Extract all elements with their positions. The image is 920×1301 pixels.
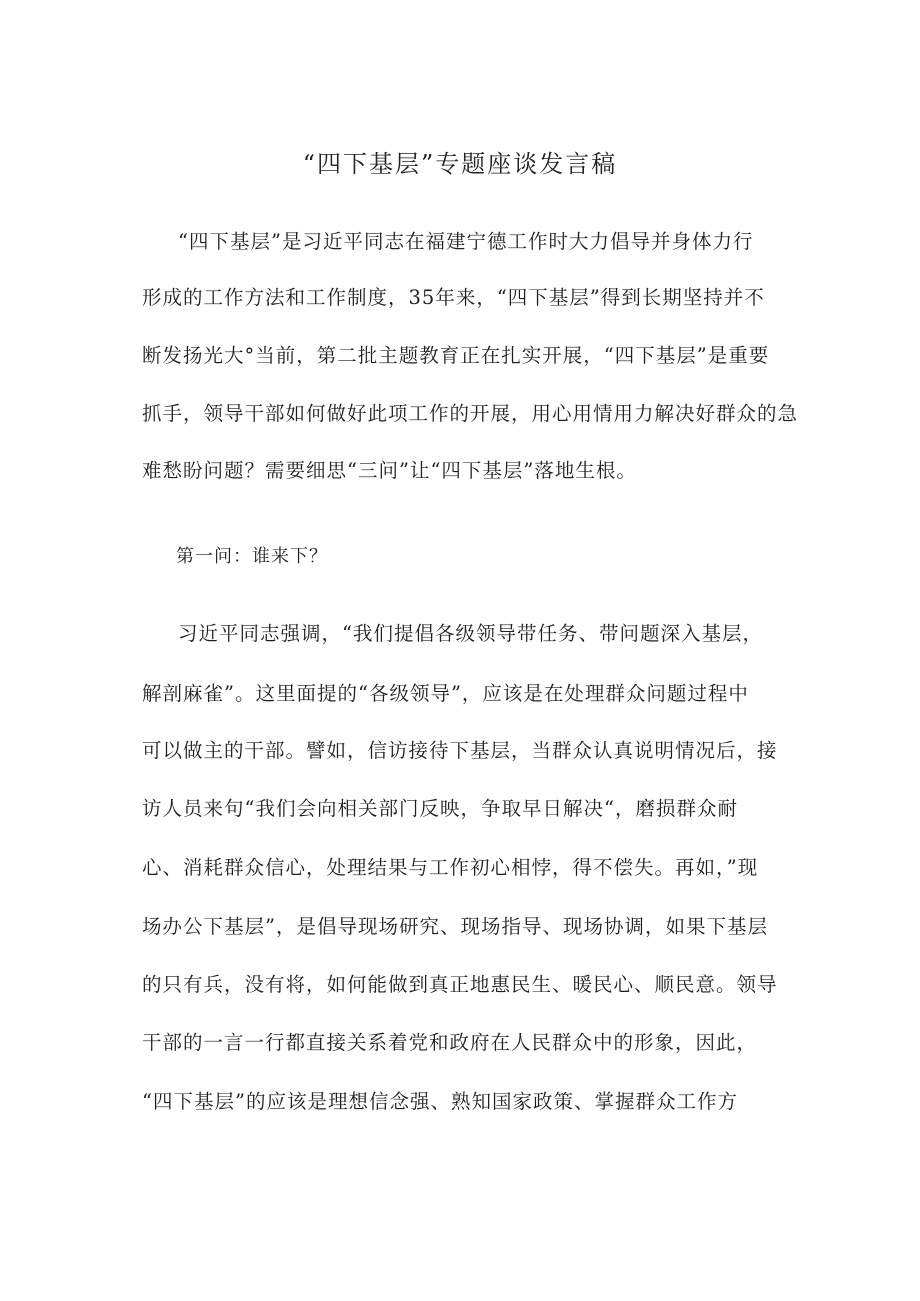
- document-title: “四下基层”专题座谈发言稿: [302, 150, 618, 178]
- body-line: 的只有兵，没有将，如何能做到真正地惠民生、暖民心、顺民意。领导: [142, 973, 778, 996]
- section-heading: 第一问：谁来下？: [176, 546, 328, 567]
- body-line: 心、消耗群众信心，处理结果与工作初心相悖，得不偿失。再如，”现: [142, 856, 759, 879]
- body-line: “四下基层”的应该是理想信念强、熟知国家政策、掌握群众工作方: [142, 1090, 738, 1113]
- body-line: 解剖麻雀”。这里面提的“各级领导”，应该是在处理群众问题过程中: [142, 682, 749, 705]
- body-line: 习近平同志强调，“我们提倡各级领导带任务、带问题深入基层，: [178, 622, 763, 645]
- body-line: 场办公下基层”，是倡导现场研究、现场指导、现场协调，如果下基层: [142, 915, 768, 938]
- body-line: 干部的一言一行都直接关系着党和政府在人民群众中的形象，因此，: [142, 1031, 758, 1054]
- intro-line: 断发扬光大°当前，第二批主题教育正在扎实开展，“四下基层”是重要: [142, 344, 770, 367]
- intro-line: “四下基层”是习近平同志在福建宁德工作时大力倡导并身体力行: [178, 230, 754, 253]
- intro-line: 形成的工作方法和工作制度，35年来，“四下基层”得到长期坚持并不: [142, 286, 765, 309]
- body-line: 访人员来句“我们会向相关部门反映，争取早日解决“，磨损群众耐: [142, 797, 738, 820]
- body-line: 可以做主的干部。譬如，信访接待下基层，当群众认真说明情况后，接: [142, 739, 778, 762]
- intro-line: 难愁盼问题？需要细思“三问”让“四下基层”落地生根。: [142, 459, 637, 482]
- intro-line: 抓手，领导干部如何做好此项工作的开展，用心用情用力解决好群众的急: [142, 402, 799, 425]
